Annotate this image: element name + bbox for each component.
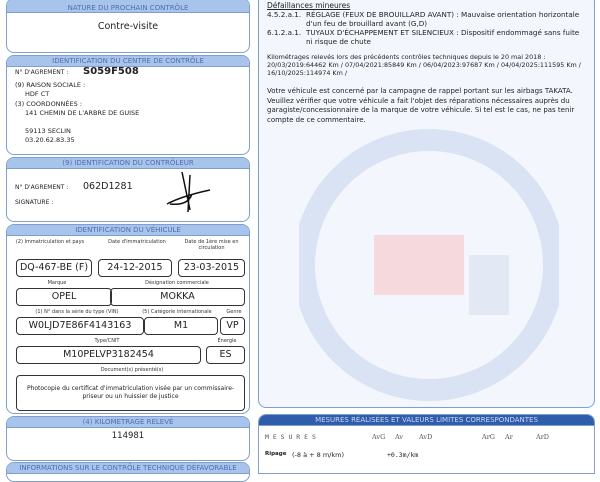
phone: 03.20.62.83.35 xyxy=(25,136,75,144)
controller-agrement: 062D1281 xyxy=(83,181,133,192)
immat-field: DQ-467-BE (F) xyxy=(16,259,92,277)
agrement-label: N° D'AGREMENT : xyxy=(15,69,69,76)
type-label: Type/CNIT xyxy=(94,338,120,344)
center-section xyxy=(6,55,250,155)
mileage-section xyxy=(6,416,250,461)
measures-label: M E S U R E S xyxy=(265,433,316,441)
ripage-value: +0.3m/km xyxy=(387,451,419,459)
section-title: IDENTIFICATION DU CENTRE DE CONTRÔLE xyxy=(7,56,249,67)
section-title: (4) KILOMETRAGE RELEVÉ xyxy=(7,417,249,428)
col-avg: AvG xyxy=(372,433,386,441)
vin-field: W0LJD7E86F4143163 xyxy=(16,317,144,335)
col-av: Av xyxy=(395,433,404,441)
unfavorable-section xyxy=(6,462,250,482)
signature-image xyxy=(162,170,217,215)
vehicle-section xyxy=(6,224,250,414)
raison-value: HDF CT xyxy=(25,90,50,98)
col-arg: ArG xyxy=(482,433,495,441)
genre-field: VP xyxy=(220,317,245,335)
col-ard: ArD xyxy=(536,433,550,441)
genre-label: Genre xyxy=(226,309,242,315)
marque-field: OPEL xyxy=(16,288,112,306)
section-title: IDENTIFICATION DU VÉHICULE xyxy=(7,225,249,236)
energie-field: ES xyxy=(206,346,245,364)
date-immat-field: 24-12-2015 xyxy=(98,259,172,277)
mileage-value: 114981 xyxy=(111,431,145,441)
coord-label: (3) COORDONNÉES : xyxy=(15,100,83,108)
mileage-history: Kilométrages relevés lors des précédents contrôles techniques depuis le 20 mai 2018 : 20/03/2019:64462 Km / 07/04/2021:85849 Km / 06/04/2023:97687 Km / 04/04/2025:111595 Km / 16/10/2025:114974 Km / xyxy=(267,53,581,77)
energie-label: Énergie xyxy=(217,338,237,344)
next-control-value: Contre-visite xyxy=(97,21,159,32)
agrement-label: N° D'AGREMENT : xyxy=(15,184,69,191)
signature-label: SIGNATURE : xyxy=(15,199,54,206)
raison-label: (9) RAISON SOCIALE : xyxy=(15,81,86,89)
recall-notice: Votre véhicule est concerné par la campagne de rappel portant sur les airbags TAKATA. Veuillez vérifier que votre véhicule a fait l'objet des réparations nécessaires auprès du garagiste/concessionnaire de la marque de votre véhicule. Si tel est le cas, ne pas tenir compte de ce commentaire. xyxy=(267,87,575,124)
defect-text: RÉGLAGE (FEUX DE BROUILLARD AVANT) : Mauvaise orientation horizontale d'un feu de brouillard avant (G,D) xyxy=(306,10,580,28)
category-field: M1 xyxy=(144,317,218,335)
ripage-range: (-8 à + 8 m/km) xyxy=(292,451,344,459)
first-date-label: Date de 1ère mise en circulation xyxy=(184,239,239,251)
center-agrement: S059F508 xyxy=(83,66,139,77)
section-title: (9) IDENTIFICATION DU CONTRÔLEUR xyxy=(7,158,249,169)
ripage-label: Ripage xyxy=(265,451,287,457)
date-immat-label: Date d'immatriculation xyxy=(108,239,166,245)
watermark-logo xyxy=(299,115,559,408)
designation-label: Désignation commerciale xyxy=(145,280,209,286)
next-control-section xyxy=(6,0,250,53)
type-field: M10PELVP3182454 xyxy=(16,346,201,364)
measures-section xyxy=(258,414,595,474)
col-ar: Ar xyxy=(505,433,513,441)
docs-label: Document(s) présenté(s) xyxy=(100,367,164,373)
docs-field: Photocopie du certificat d'immatriculation visée par un commissaire-priseur ou un huissier de justice xyxy=(16,375,245,411)
immat-label: (2) Immatriculation et pays xyxy=(15,239,85,245)
address: 141 CHEMIN DE L'ARBRE DE GUISE xyxy=(25,109,140,117)
designation-field: MOKKA xyxy=(110,288,245,306)
city: 59113 SECLIN xyxy=(25,127,71,135)
defects-panel xyxy=(258,0,595,408)
defect-text: TUYAUX D'ÉCHAPPEMENT ET SILENCIEUX : Dispositif endommagé sans fuite ni risque de chute xyxy=(306,28,580,46)
vin-label: (1) N° dans la série du type (VIN) xyxy=(35,309,119,315)
controller-section xyxy=(6,157,250,222)
defects-heading: Défaillances mineures xyxy=(267,1,351,10)
defect-code: 6.1.2.a.1. xyxy=(267,28,302,37)
first-date-field: 23-03-2015 xyxy=(178,259,245,277)
defect-code: 4.5.2.a.1. xyxy=(267,10,302,19)
col-avd: AvD xyxy=(419,433,433,441)
marque-label: Marque xyxy=(47,280,67,286)
section-title: MESURES RÉALISÉES ET VALEURS LIMITES CORRESPONDANTES xyxy=(259,415,594,426)
section-title: INFORMATIONS SUR LE CONTRÔLE TECHNIQUE DÉFAVORABLE xyxy=(7,463,249,474)
section-title: NATURE DU PROCHAIN CONTRÔLE xyxy=(7,0,249,13)
category-label: (5) Catégorie internationale xyxy=(142,309,212,315)
